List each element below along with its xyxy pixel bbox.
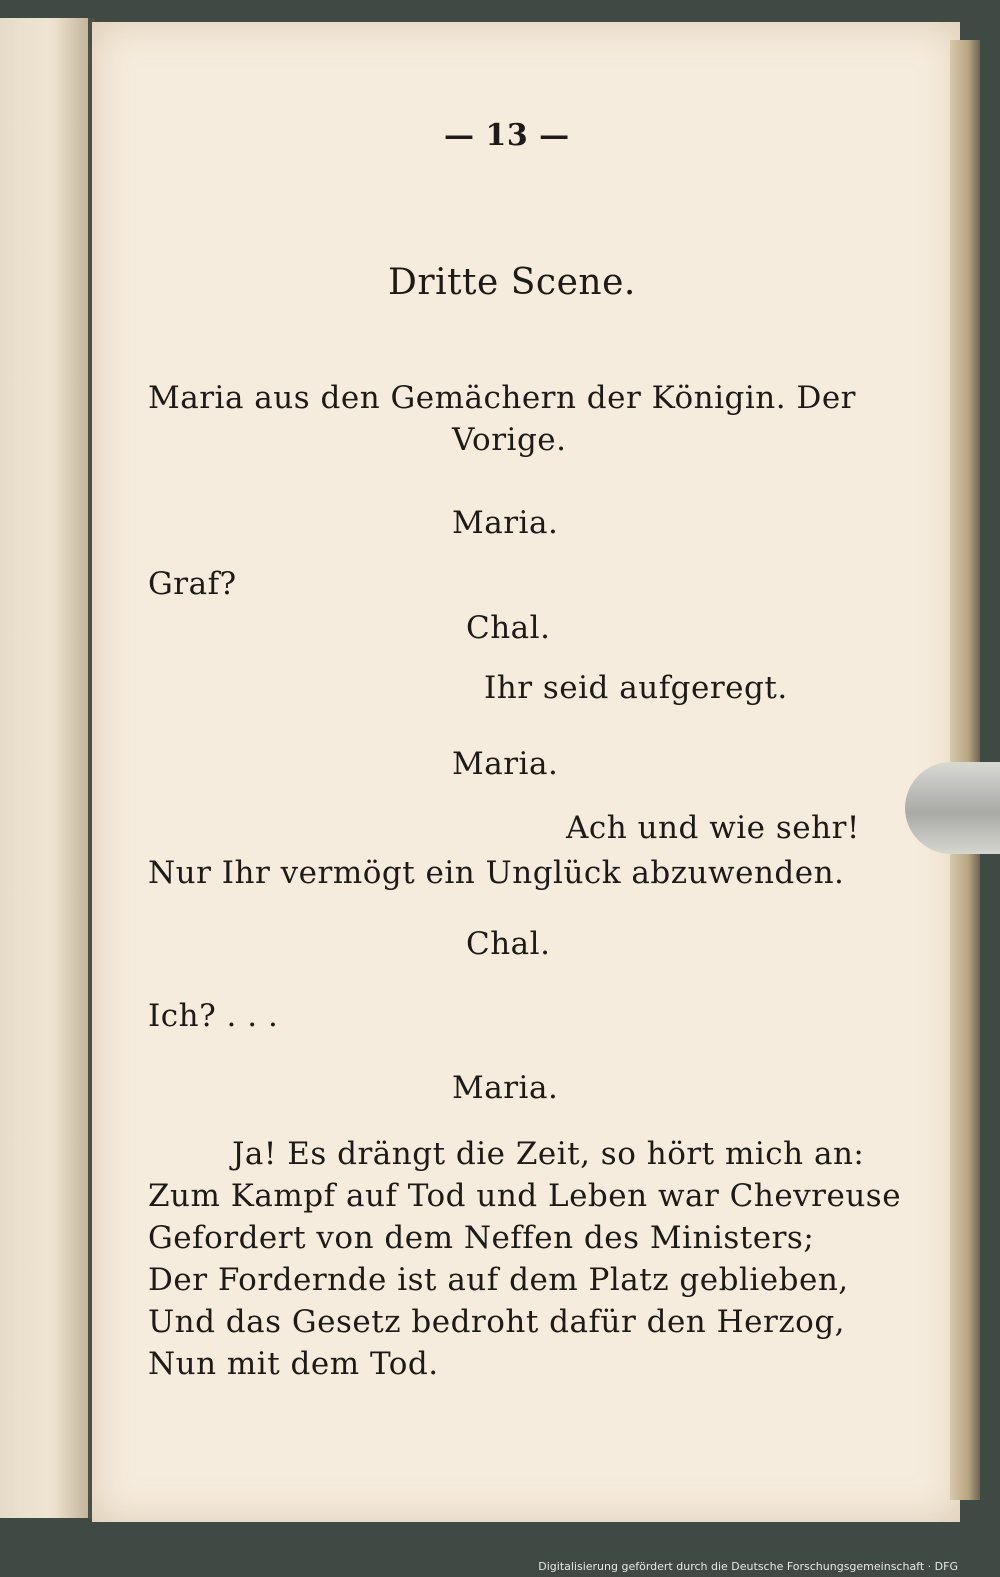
page-fold-shadow <box>55 18 95 1518</box>
speaker-name: Chal. <box>466 926 551 962</box>
speaker-name: Maria. <box>452 1070 559 1106</box>
dialogue-line: Graf? <box>148 566 237 602</box>
dialogue-line: Nun mit dem Tod. <box>148 1346 439 1382</box>
stage-direction-line-2: Vorige. <box>452 422 567 458</box>
dialogue-line: Zum Kampf auf Tod und Leben war Chevreuse <box>148 1178 902 1214</box>
scene-heading: Dritte Scene. <box>388 262 636 303</box>
dialogue-line: Der Fordernde ist auf dem Platz geblieben, <box>148 1262 849 1298</box>
page-number: — 13 — <box>444 118 570 153</box>
dialogue-line: Ich? . . . <box>148 998 279 1034</box>
dialogue-line: Gefordert von dem Neffen des Ministers; <box>148 1220 815 1256</box>
digitization-credit: Digitalisierung gefördert durch die Deutsche Forschungsgemeinschaft · DFG <box>538 1560 958 1573</box>
dialogue-line: Ja! Es drängt die Zeit, so hört mich an: <box>232 1136 865 1172</box>
dialogue-line: Und das Gesetz bedroht dafür den Herzog, <box>148 1304 846 1340</box>
metal-clip <box>905 762 1000 854</box>
dialogue-line: Ach und wie sehr! <box>566 810 860 846</box>
speaker-name: Maria. <box>452 746 559 782</box>
dialogue-line: Ihr seid aufgeregt. <box>484 670 788 706</box>
stage-direction-line-1: Maria aus den Gemächern der Königin. Der <box>148 380 856 416</box>
speaker-name: Maria. <box>452 505 559 541</box>
dialogue-line: Nur Ihr vermögt ein Unglück abzuwenden. <box>148 855 845 891</box>
speaker-name: Chal. <box>466 610 551 646</box>
